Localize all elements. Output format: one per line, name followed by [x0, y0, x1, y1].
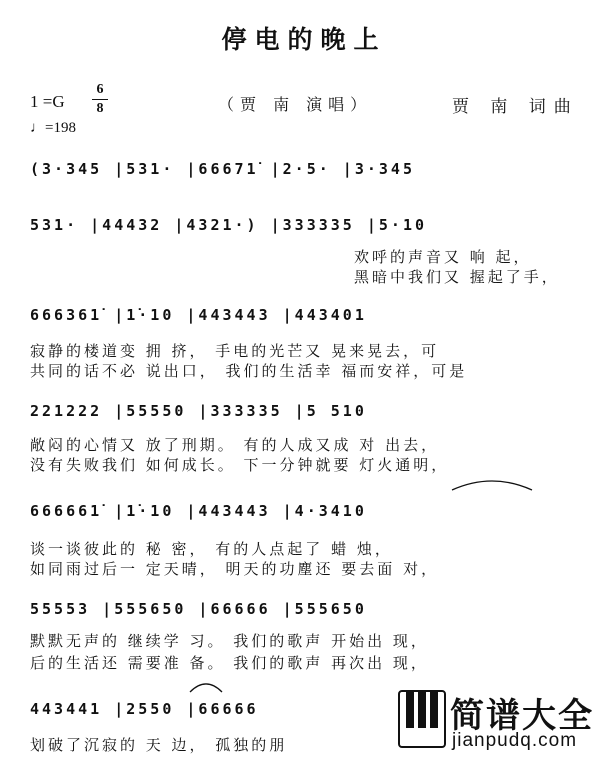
- lyric-line-2: 黑暗中我们又 握起了手，: [354, 268, 560, 286]
- lyric-line-10: 后的生活还 需要准 备。 我们的歌声 再次出 现，: [30, 654, 429, 672]
- lyric-line-3: 寂静的楼道变 拥 挤， 手电的光芒又 晃来晃去，可: [30, 342, 440, 360]
- lyric-line-1: 欢呼的声音又 响 起，: [354, 248, 532, 266]
- tempo-marking: ♩=198: [30, 120, 76, 136]
- slur-arc-2: [190, 684, 222, 692]
- piano-icon: [398, 690, 446, 748]
- watermark-cn: 简谱大全: [450, 696, 594, 736]
- lyric-line-4: 共同的话不必 说出口， 我们的生活幸 福而安祥，可是: [30, 362, 468, 380]
- watermark-logo: [392, 690, 608, 758]
- lyric-line-9: 默默无声的 继续学 习。 我们的歌声 开始出 现，: [30, 632, 429, 650]
- lyric-line-5: 敞闷的心情又 放了刑期。 有的人成又成 对 出去，: [30, 436, 440, 454]
- watermark-en: jianpudq.com: [452, 730, 578, 751]
- time-signature-bottom: 8: [96, 101, 104, 116]
- music-line-7: 443441 |2550 |66666: [30, 700, 259, 718]
- lyric-line-8: 如同雨过后一 定天晴， 明天的功塵还 要去面 对，: [30, 560, 440, 578]
- music-line-6: 55553 |555650 |66666 |555650: [30, 600, 367, 618]
- key-signature: 1 =G: [30, 92, 65, 111]
- music-line-5: 666661̇ |1̇·10 |443443 |4·3410: [30, 502, 367, 520]
- lyric-line-7: 谈一谈彼此的 秘 密， 有的人点起了 蜡 烛，: [30, 540, 393, 558]
- music-line-1: (3·345 |531· |66671̇ |2·5· |3·345: [30, 160, 415, 178]
- author-credit: 贾 南 词曲: [452, 97, 579, 117]
- song-title: 停电的晚上: [221, 25, 387, 54]
- time-signature-top: 6: [96, 82, 104, 97]
- slur-arc-1: [452, 481, 532, 490]
- lyric-line-11: 划破了沉寂的 天 边， 孤独的朋: [30, 736, 288, 754]
- singer-credit: （贾 南 演唱）: [218, 95, 373, 114]
- music-line-4: 221222 |55550 |333335 |5 510: [30, 402, 367, 420]
- lyric-line-6: 没有失败我们 如何成长。 下一分钟就要 灯火通明，: [30, 456, 450, 474]
- music-line-2: 531· |44432 |4321·) |333335 |5·10: [30, 216, 428, 234]
- music-line-3: 666361̇ |1̇·10 |443443 |443401: [30, 306, 367, 324]
